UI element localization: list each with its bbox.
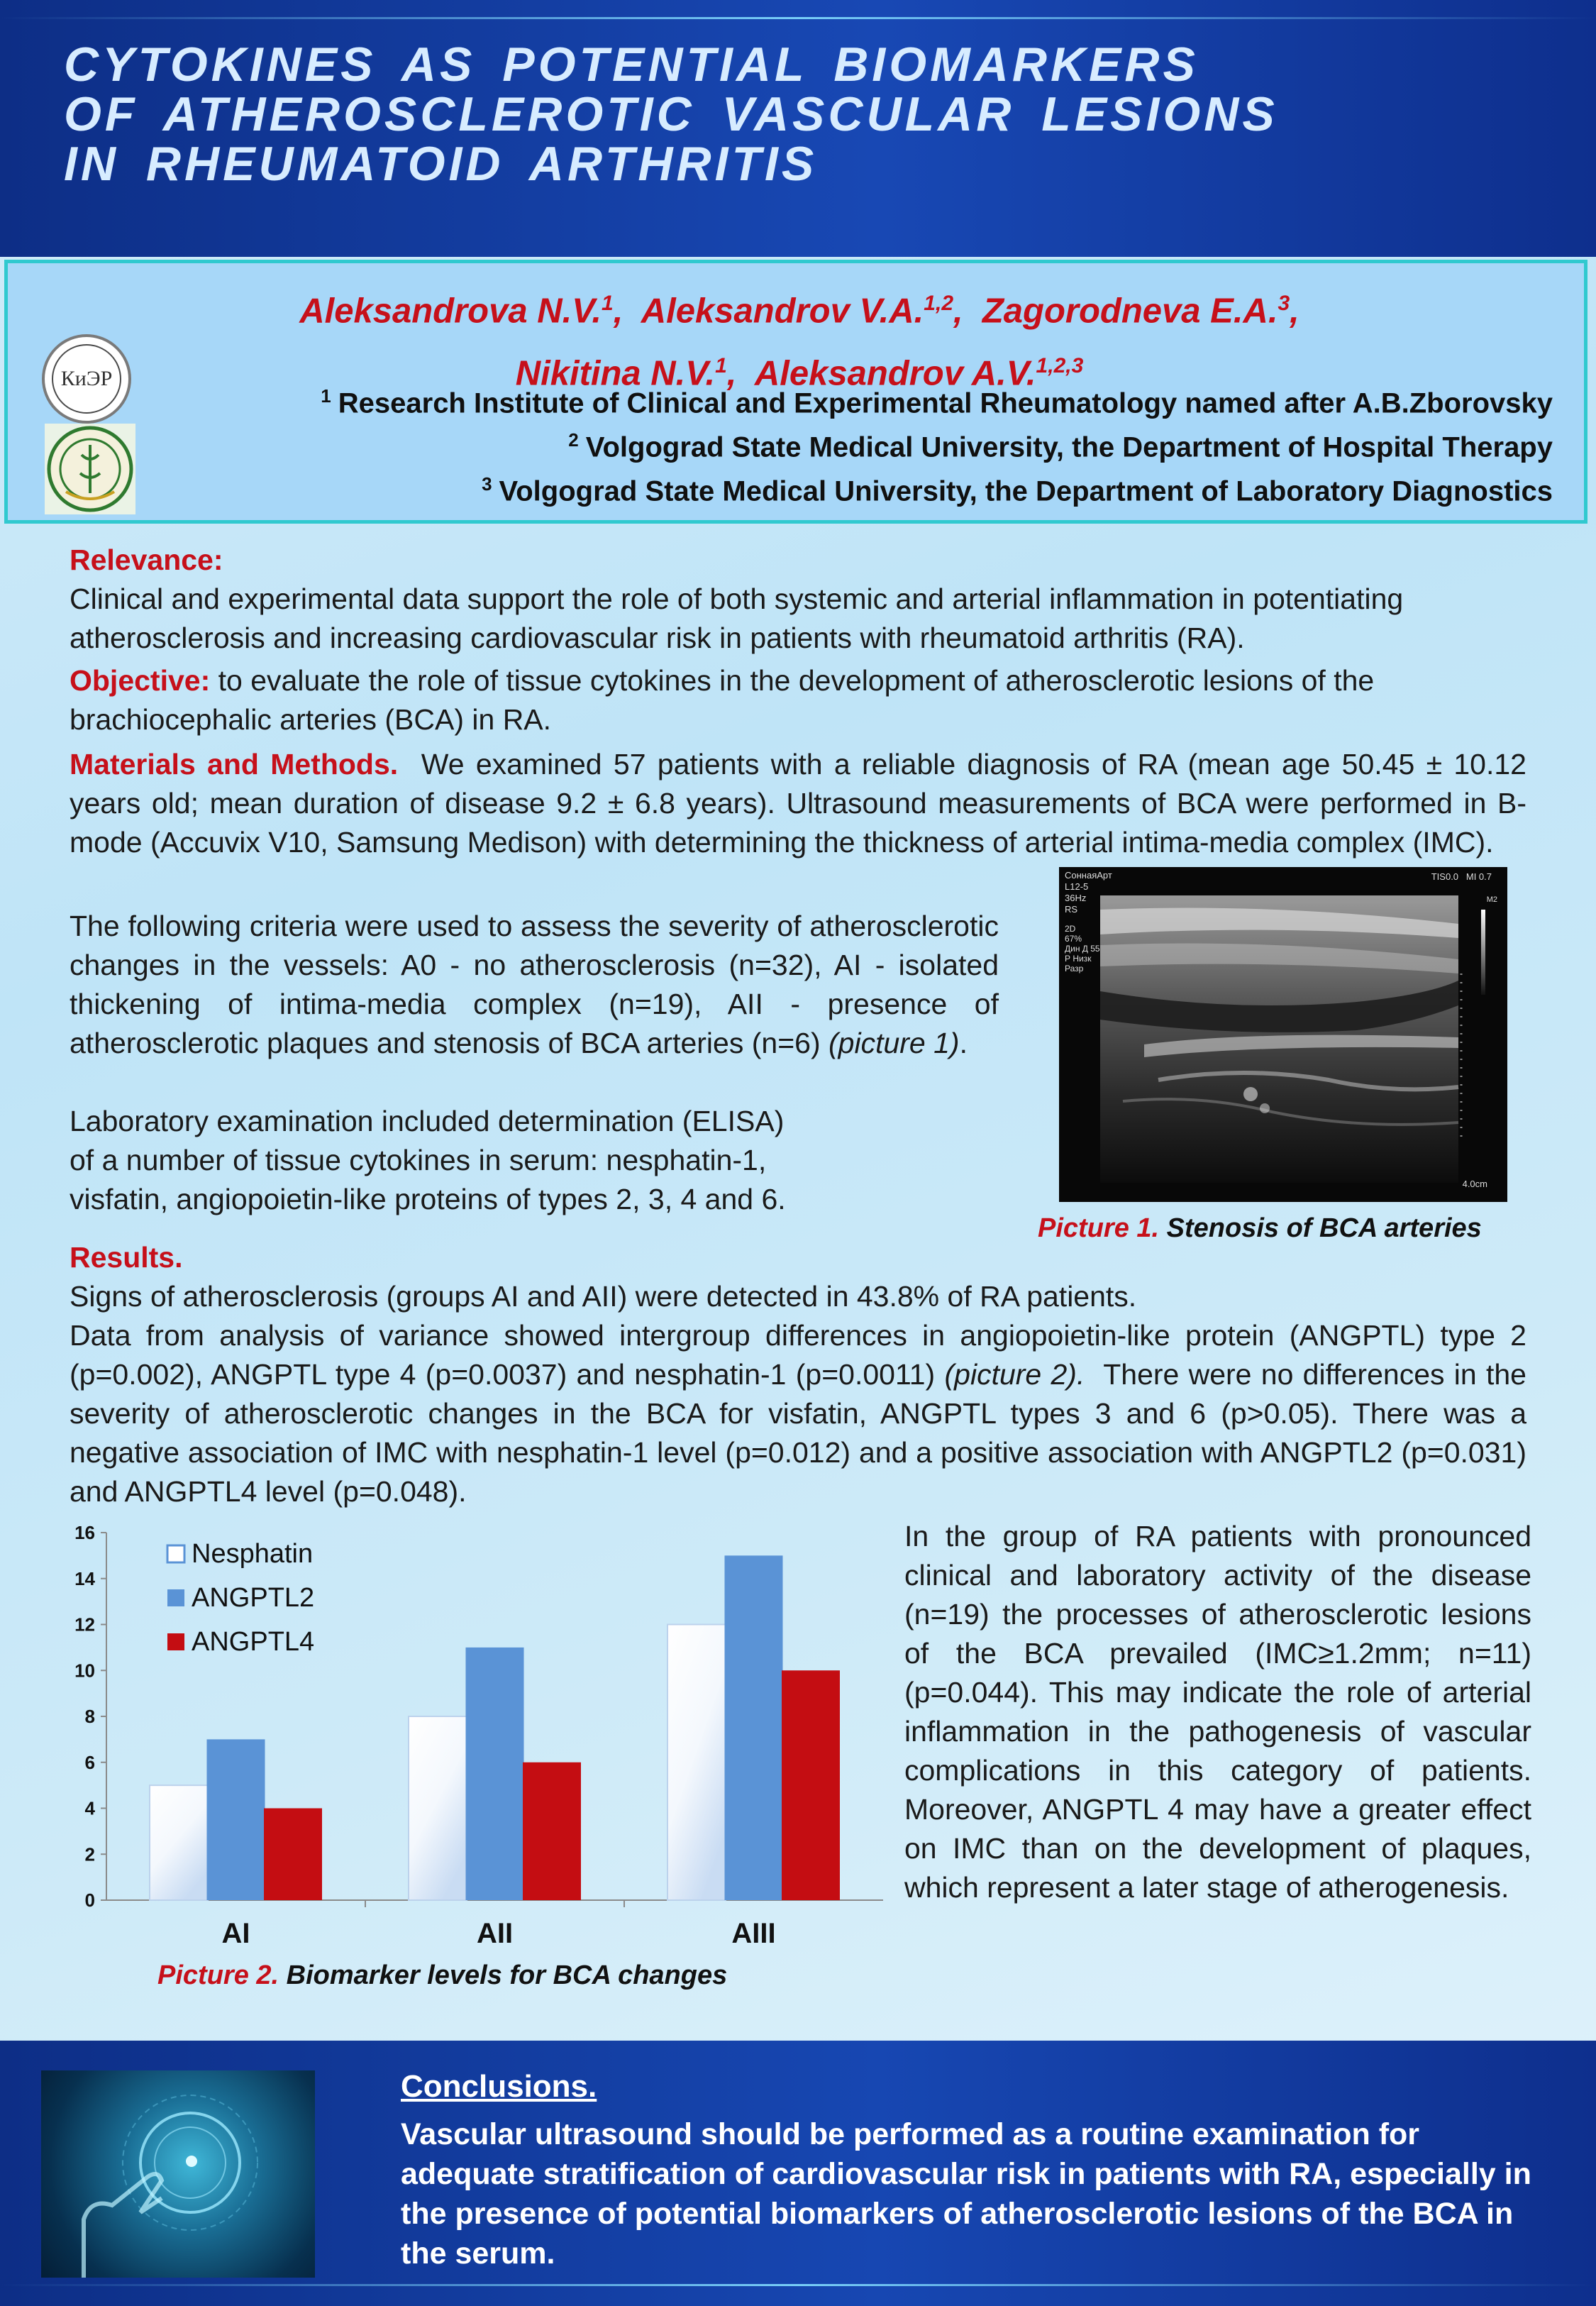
objective-text: to evaluate the role of tissue cytokines in the development of atherosclerotic lesions of the brachiocephalic arteries (BCA) in RA. <box>70 664 1375 736</box>
results-heading: Results. <box>70 1241 183 1274</box>
results-side-text: In the group of RA patients with pronounced clinical and laboratory activity of the disease (n=19) the processes of atherosclerotic lesions of the BCA prevailed (IMC≥1.2mm; n=11) (p=0.044). This may indicate the role of arterial inflammation in the pathogenesis of vascular complications in this category of patients. Moreover, ANGPTL 4 may have a greater effect on IMC than on the development of plaques, which represent a later stage of atherogenesis. <box>904 1520 1531 1904</box>
y-tick-label: 6 <box>84 1751 95 1773</box>
author-name: Zagorodneva E.A. <box>982 292 1278 331</box>
y-tick-label: 0 <box>84 1890 95 1911</box>
institute-logo-text: КиЭР <box>52 344 121 414</box>
bar-nesphatin <box>409 1716 467 1900</box>
author-name: Aleksandrova N.V. <box>299 292 602 331</box>
affiliation-text: Volgograd State Medical University, the Department of Hospital Therapy <box>585 431 1553 463</box>
author-sup: 3 <box>1278 292 1290 315</box>
affiliation-text: Research Institute of Clinical and Experimental Rheumatology named after A.B.Zborovsky <box>338 387 1553 419</box>
footer-banner <box>0 2041 1596 2306</box>
y-tick-label: 2 <box>84 1843 95 1865</box>
ultrasound-image <box>1059 867 1507 1202</box>
picture2-caption-label: Picture 2. <box>157 1960 279 1990</box>
title-line-2: OF ATHEROSCLEROTIC VASCULAR LESIONS <box>64 87 1278 141</box>
results-text-b: There were no differences in the severity of atherosclerotic changes in the BCA for visfatin, ANGPTL types 3 and 6 (p>0.05). There was a negative association of IMC with nesphatin-1 level (p=0.012) and a positive association with ANGPTL2 (p=0.031) and ANGPTL4 level (p=0.048). <box>70 1358 1526 1508</box>
authors-line-2: Nikitina N.V.$^1$, Aleksandrov A.V.$^{1,2,3}$ <box>515 354 1084 393</box>
title-line-3: IN RHEUMATOID ARTHRITIS <box>64 137 818 191</box>
picture2-caption <box>157 1960 727 1991</box>
author-sup: 1,2,3 <box>1036 354 1084 378</box>
x-category-label: AI <box>221 1918 250 1949</box>
author-name: Nikitina N.V. <box>515 354 716 393</box>
picture1-caption-label: Picture 1. <box>1038 1213 1160 1243</box>
bar-angptl4 <box>523 1762 581 1900</box>
methods-heading: Materials and Methods. <box>70 748 399 780</box>
author-name: Aleksandrov A.V. <box>754 354 1036 393</box>
criteria-text: The following criteria were used to assess the severity of atherosclerotic changes in the vessels: A0 - no atherosclerosis (n=32), AI - isolated thickening of intima-media complex (n=19), AII - presence of atherosclerotic plaques and stenosis of BCA arteries (n=6) <box>70 910 999 1059</box>
footer-technology-image <box>41 2070 315 2278</box>
y-tick-label: 14 <box>74 1567 95 1589</box>
results-text-a: Data from analysis of variance showed intergroup differences in angiopoietin-like protein (ANGPTL) type 2 (p=0.002), ANGPTL type 4 (p=0.0037) and nesphatin-1 (p=0.0011) <box>70 1319 1526 1391</box>
legend-swatch <box>167 1633 184 1650</box>
us-label-2: L12-5 <box>1065 881 1089 892</box>
bar-angptl2 <box>725 1555 783 1900</box>
lab-line-1: Laboratory examination included determination (ELISA) <box>70 1105 785 1137</box>
y-tick-label: 16 <box>74 1522 95 1543</box>
bar-nesphatin <box>667 1625 726 1901</box>
y-tick-label: 8 <box>84 1706 95 1727</box>
conclusions-text: Vascular ultrasound should be performed as a routine examination for adequate stratification of cardiovascular risk in patients with RA, especially in the presence of potential biomarkers of atherosclerotic lesions of the BCA in the serum. <box>401 2117 1531 2271</box>
legend-label: ANGPTL2 <box>192 1583 315 1613</box>
x-category-label: AIII <box>731 1918 776 1949</box>
picture2-caption-text: Biomarker levels for BCA changes <box>286 1960 728 1990</box>
criteria-picture-ref: (picture 1) <box>829 1027 960 1059</box>
us-label-1: СоннаяАрт <box>1065 870 1112 881</box>
author-name: Aleksandrov V.A. <box>641 292 924 331</box>
legend-swatch <box>167 1545 184 1562</box>
y-tick-label: 12 <box>74 1613 95 1635</box>
relevance-heading: Relevance: <box>70 544 223 576</box>
footer-accent-line <box>0 2284 1596 2286</box>
legend-swatch <box>167 1589 184 1606</box>
results-picture-ref: (picture 2). <box>944 1358 1085 1391</box>
relevance-text: Clinical and experimental data support the role of both systemic and arterial inflammation in potentiating atherosclerosis and increasing cardiovascular risk in patients with rheumatoid arthritis (RA). <box>70 583 1404 654</box>
digital-hand-icon <box>41 2070 315 2278</box>
author-sup: 1 <box>602 292 614 315</box>
author-sup: 1,2 <box>924 292 954 315</box>
us-label-4: RS <box>1065 904 1078 915</box>
affiliation-sup: 1 <box>321 385 331 407</box>
y-tick-label: 4 <box>84 1797 95 1819</box>
methods-text: We examined 57 patients with a reliable diagnosis of RA (mean age 50.45 ± 10.12 years old; mean duration of disease 9.2 ± 6.8 years). Ultrasound measurements of BCA were performed in B-mode (Accuvix V10, Samsung Medison) with determining the thickness of arterial intima-media complex (IMC). <box>70 748 1526 859</box>
results-line-1: Signs of atherosclerosis (groups AI and AII) were detected in 43.8% of RA patients. <box>70 1280 1137 1313</box>
us-side-label: 2D 67% Дин Д 55 Р Низк Разр <box>1065 924 1100 973</box>
affiliation-sup: 3 <box>482 473 492 495</box>
authors-line-1: Aleksandrova N.V.$^1$, Aleksandrov V.A.$^{1,2}$, Zagorodneva E.A.$^3$, <box>299 292 1299 331</box>
results-side-paragraph <box>904 1517 1531 1907</box>
lab-line-3: visfatin, angiopoietin-like proteins of types 2, 3, 4 and 6. <box>70 1183 786 1215</box>
legend-label: Nesphatin <box>192 1539 314 1569</box>
ultrasound-label-top-left <box>1065 870 1112 915</box>
affiliation-sup: 2 <box>568 429 579 451</box>
bar-angptl2 <box>207 1739 265 1900</box>
biomarker-bar-chart <box>0 0 894 2029</box>
bar-angptl4 <box>264 1809 322 1901</box>
us-m-label: M2 <box>1486 895 1497 904</box>
conclusions-heading: Conclusions. <box>401 2069 597 2104</box>
title-line-1: CYTOKINES AS POTENTIAL BIOMARKERS <box>64 38 1199 92</box>
us-label-3: 36Hz <box>1065 893 1087 903</box>
ultrasound-scan-graphic <box>1059 867 1507 1202</box>
us-top-right-label: TIS0.0 MI 0.7 <box>1431 871 1492 882</box>
us-scale-label: 4.0cm <box>1462 1179 1487 1189</box>
legend-label: ANGPTL4 <box>192 1627 315 1657</box>
x-category-label: AII <box>476 1918 514 1949</box>
bar-angptl4 <box>782 1670 840 1900</box>
lab-line-2: of a number of tissue cytokines in serum: nesphatin-1, <box>70 1144 767 1176</box>
bar-nesphatin <box>150 1785 208 1900</box>
objective-heading: Objective: <box>70 664 211 697</box>
criteria-end: . <box>959 1027 968 1059</box>
affiliation-text: Volgograd State Medical University, the Department of Laboratory Diagnostics <box>499 475 1553 507</box>
bar-angptl2 <box>466 1648 524 1900</box>
chart-legend <box>167 1539 314 1657</box>
author-sup: 1 <box>715 354 727 378</box>
y-tick-label: 10 <box>74 1660 95 1682</box>
picture1-caption-text: Stenosis of BCA arteries <box>1166 1213 1482 1243</box>
